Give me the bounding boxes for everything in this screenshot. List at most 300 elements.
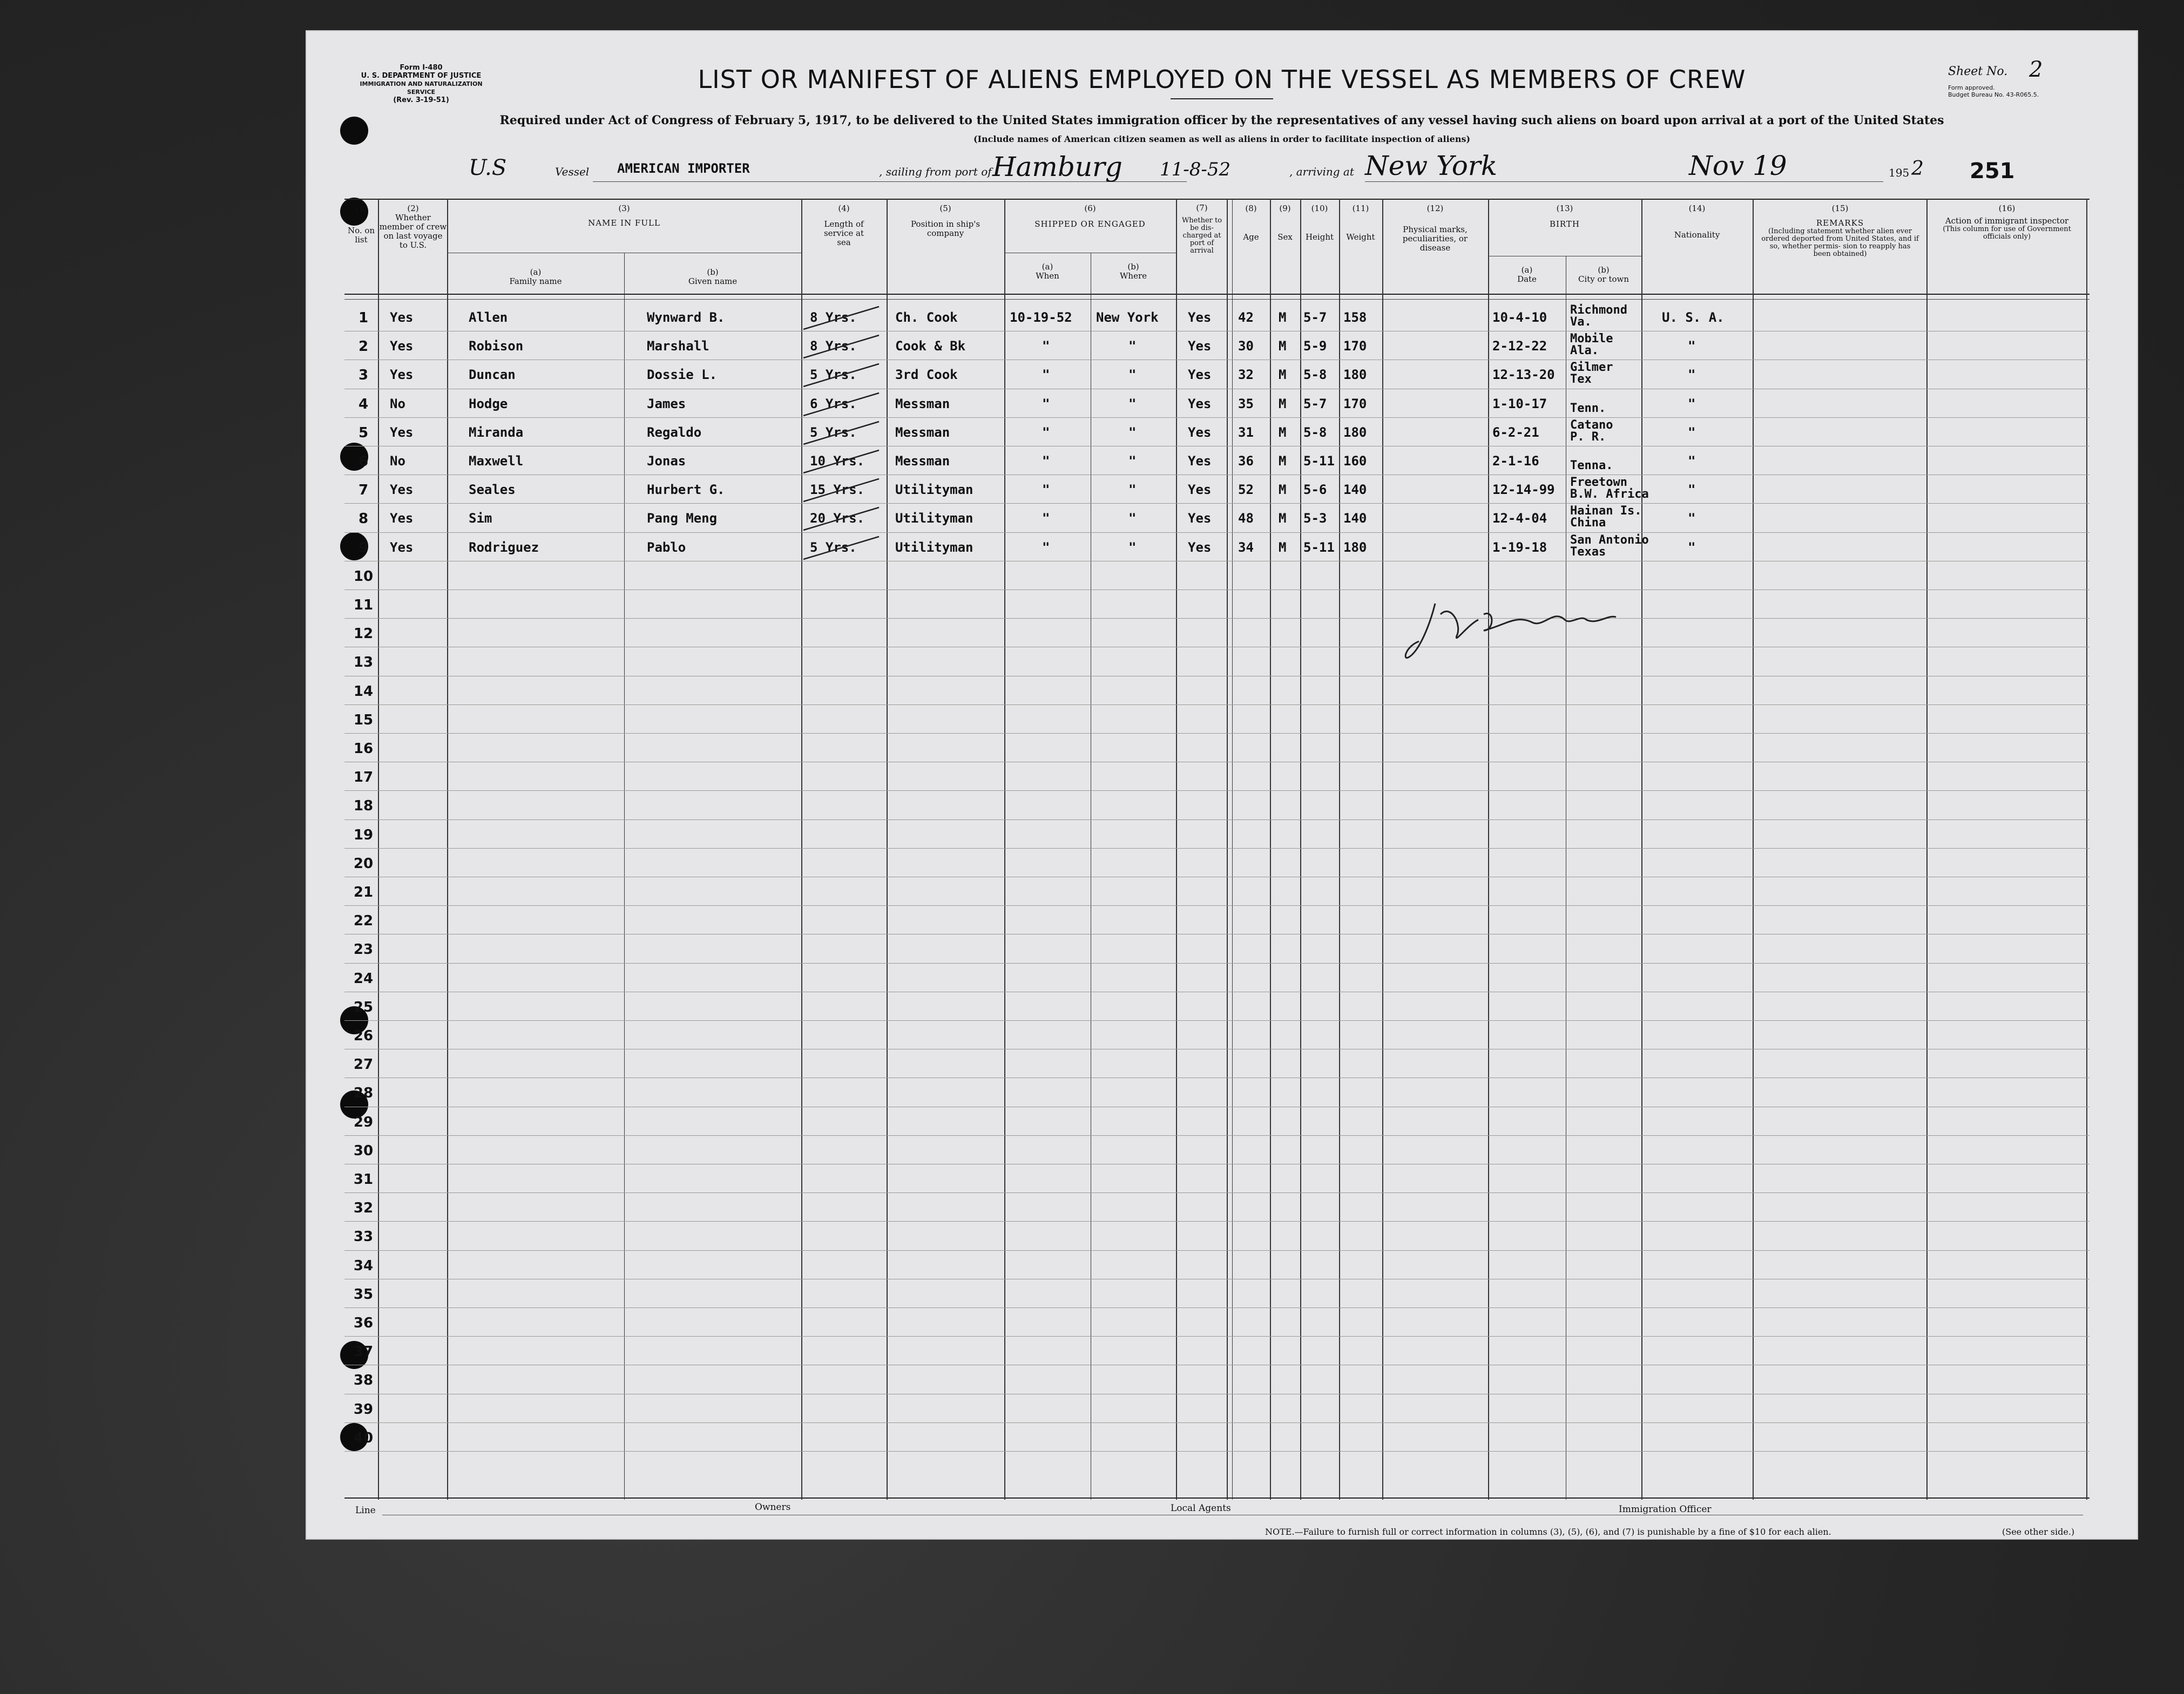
row-number: 7 [358,482,369,499]
table-header-double-rule [344,299,2090,300]
sheet-label: Sheet No. [1948,65,2008,78]
row-rule [344,848,2090,849]
col6b-label: Where [1119,271,1147,281]
service-length-cell: 5 Yrs. [810,539,857,555]
discharge-cell: Yes [1188,424,1212,440]
footer-line-label: Line [355,1505,376,1516]
row-rule [344,1422,2090,1423]
row-number: 32 [353,1200,374,1217]
col6a-header [1004,262,1091,281]
position-cell: Messman [895,396,950,411]
sex-cell: M [1279,367,1287,383]
col13b-label: City or town [1578,274,1629,284]
given-name-cell: Dossie L. [647,367,718,383]
height-cell: 5-9 [1303,338,1327,354]
row-number: 14 [353,683,374,700]
row-number: 6 [358,453,369,470]
page-title: LIST OR MANIFEST OF ALIENS EMPLOYED ON THE VESSEL AS MEMBERS OF CREW [698,65,1746,94]
last-voyage-cell: No [390,453,405,469]
age-cell: 32 [1238,367,1254,383]
table-top-border [344,199,2090,200]
row-rule [344,1250,2090,1251]
service-strikethrough-mark [798,446,895,478]
sex-cell: M [1279,396,1287,411]
shipped-where-cell: " [1128,396,1137,411]
col13a-label: Date [1517,274,1537,284]
row-number: 18 [353,798,374,815]
table-row [344,503,2090,532]
col15-number: (15) [1831,204,1849,213]
shipped-when-cell: " [1042,453,1050,469]
height-cell: 5-3 [1303,511,1327,526]
row-number: 5 [358,424,369,441]
row-rule [344,704,2090,705]
col14-number: (14) [1688,204,1706,213]
discharge-cell: Yes [1188,482,1212,498]
col8-number: (8) [1245,204,1257,213]
row-number: 4 [358,396,369,412]
age-cell: 36 [1238,453,1254,469]
revision: (Rev. 3-19-51) [393,96,449,104]
col2-header [379,204,447,250]
birth-city-line1: Hainan Is. [1570,504,1642,518]
row-number: 10 [353,568,374,585]
col6b-header [1091,262,1176,281]
shipped-where-cell: " [1128,482,1137,498]
service: IMMIGRATION AND NATURALIZATION SERVICE [360,80,483,96]
weight-cell: 140 [1343,511,1367,526]
birth-city-line2: Tex [1570,372,1592,387]
col13b-header [1566,266,1641,284]
shipped-where-cell: New York [1096,310,1159,325]
last-voyage-cell: Yes [390,338,414,354]
col11-label: Weight [1346,232,1375,242]
year-prefix: 195 [1889,166,1910,179]
service-length-cell: 15 Yrs. [810,482,865,498]
age-cell: 35 [1238,396,1254,411]
birth-city-line1: Richmond [1570,303,1627,317]
form-number: Form I-480 [400,64,443,72]
col16-header [1928,204,2086,241]
last-voyage-cell: Yes [390,482,414,498]
service-length-cell: 8 Yrs. [810,338,857,354]
row-number: 31 [353,1171,374,1188]
table-row [344,475,2090,503]
discharge-cell: Yes [1188,511,1212,526]
col1-label: No. on list [347,226,375,245]
table-header-bottom-border [344,294,2090,295]
birth-city-line2: Tenn. [1570,401,1606,415]
last-voyage-cell: Yes [390,310,414,325]
col10-number: (10) [1311,204,1328,213]
row-rule [344,1307,2090,1308]
form-approved-text: Form approved. [1948,84,1995,91]
col8-label: Age [1243,232,1259,242]
arriving-port: New York [1365,150,1497,181]
family-name-cell: Sim [469,511,492,526]
birth-date-cell: 2-1-16 [1492,453,1539,469]
row-number: 12 [353,626,374,642]
birth-city-line1: San Antonio [1570,533,1649,547]
table-row [344,360,2090,388]
table-row [344,446,2090,475]
birth-city-line1: Catano [1570,418,1613,432]
col9-number: (9) [1279,204,1291,213]
shipped-when-cell: " [1042,338,1050,354]
footer-note: NOTE.—Failure to furnish full or correct information in columns (3), (5), (6), and (7) is punishable by a fine of $10 for each alien. [1265,1527,1831,1537]
col1-header [344,205,378,245]
birth-date-cell: 2-12-22 [1492,338,1547,354]
service-length-cell: 8 Yrs. [810,310,857,325]
shipped-where-cell: " [1128,367,1137,383]
position-cell: Utilityman [895,482,973,498]
nationality-cell: " [1688,511,1696,526]
birth-city-cell [1570,505,1641,529]
col10-label: Height [1305,232,1334,242]
row-number: 33 [353,1229,374,1245]
col3b-header [624,268,801,286]
col11-number: (11) [1352,204,1369,213]
nationality-cell: " [1688,482,1696,498]
row-number: 20 [353,855,374,872]
col4-header [801,204,887,247]
given-name-cell: Pang Meng [647,511,718,526]
row-rule [344,1020,2090,1021]
col14-label: Nationality [1674,230,1720,240]
col13-header [1488,204,1641,229]
birth-city-line2: B.W. Africa [1570,487,1649,502]
discharge-cell: Yes [1188,338,1212,354]
discharge-cell: Yes [1188,367,1212,383]
birth-date-cell: 1-10-17 [1492,396,1547,411]
row-number: 25 [353,999,374,1015]
discharge-cell: Yes [1188,539,1212,555]
shipped-when-cell: " [1042,511,1050,526]
col3a-label: Family name [509,276,562,286]
sheet-number: 2 [2029,57,2043,82]
col3-header [447,204,801,228]
col9-label: Sex [1277,232,1293,242]
col4-number: (4) [838,204,850,213]
nationality-cell: U. S. A. [1662,310,1725,325]
footer-see-other-side: (See other side.) [2002,1527,2075,1537]
row-number: 1 [358,310,369,326]
nationality-cell: " [1688,338,1696,354]
row-number: 37 [353,1344,374,1360]
age-cell: 31 [1238,424,1254,440]
row-rule [344,1221,2090,1222]
shipped-where-cell: " [1128,511,1137,526]
row-number: 39 [353,1401,374,1418]
table-row [344,331,2090,360]
discharge-cell: Yes [1188,453,1212,469]
row-number: 28 [353,1085,374,1102]
height-cell: 5-6 [1303,482,1327,498]
shipped-when-cell: " [1042,367,1050,383]
birth-city-cell [1570,391,1606,415]
last-voyage-cell: No [390,396,405,411]
shipped-where-cell: " [1128,424,1137,440]
row-number: 30 [353,1142,374,1159]
col11-header [1339,204,1382,242]
service-length-cell: 5 Yrs. [810,367,857,383]
col2-label: Whether member of crew on last voyage to U.S. [379,213,447,250]
birth-date-cell: 1-19-18 [1492,539,1547,555]
row-rule [344,618,2090,619]
row-rule [344,963,2090,964]
service-length-cell: 5 Yrs. [810,424,857,440]
col1-number: (1) [355,205,367,214]
row-number: 21 [353,884,374,900]
position-cell: Utilityman [895,511,973,526]
birth-city-line1 [1570,391,1606,403]
row-rule [344,790,2090,791]
position-cell: Cook & Bk [895,338,966,354]
arriving-label: , arriving at [1289,165,1354,178]
birth-date-cell: 12-14-99 [1492,482,1555,498]
given-name-cell: Wynward B. [647,310,725,325]
weight-cell: 180 [1343,539,1367,555]
table-row [344,389,2090,417]
nationality-cell: " [1688,367,1696,383]
col7-header [1177,204,1227,255]
row-rule [344,1336,2090,1337]
footer-owners-label: Owners [755,1502,791,1513]
col13-number: (13) [1556,204,1573,213]
col9-header [1270,204,1300,242]
shipped-when-cell: " [1042,539,1050,555]
vessel-line [307,150,2137,191]
row-number: 36 [353,1315,374,1331]
birth-date-cell: 10-4-10 [1492,310,1547,325]
birth-date-cell: 6-2-21 [1492,424,1539,440]
col16-note: (This column for use of Government officials only) [1943,225,2071,241]
birth-city-cell [1570,477,1649,500]
manifest-sheet [307,31,2137,1539]
service-strikethrough-mark [798,475,895,507]
row-number: 23 [353,941,374,958]
col13a-number: (a) [1521,265,1533,275]
col14-header [1641,204,1753,240]
service-length-cell: 10 Yrs. [810,453,865,469]
service-length-cell: 20 Yrs. [810,511,865,526]
col10-header [1300,204,1339,242]
sailing-port: Hamburg [992,151,1123,182]
discharge-cell: Yes [1188,396,1212,411]
stamp-number: 251 [1970,159,2015,184]
family-name-cell: Allen [469,310,508,325]
age-cell: 42 [1238,310,1254,325]
row-number: 15 [353,712,374,728]
service-length-cell: 6 Yrs. [810,396,857,411]
col12-label: Physical marks, peculiarities, or disease [1402,225,1468,253]
position-cell: 3rd Cook [895,367,958,383]
birth-date-cell: 12-4-04 [1492,511,1547,526]
row-number: 2 [358,338,369,355]
col6a-label: When [1036,271,1059,281]
row-rule [344,1451,2090,1452]
position-cell: Ch. Cook [895,310,958,325]
height-cell: 5-11 [1303,539,1335,555]
position-cell: Messman [895,453,950,469]
col13a-header [1488,266,1566,284]
birth-city-cell [1570,448,1613,472]
service-strikethrough-mark [798,331,895,363]
birth-city-line2: Texas [1570,545,1606,559]
row-number: 9 [358,539,369,556]
row-number: 11 [353,597,374,613]
col6-number: (6) [1084,204,1096,213]
birth-city-cell [1570,362,1613,385]
row-rule [344,819,2090,820]
given-name-cell: Pablo [647,539,686,555]
row-rule [344,1192,2090,1193]
arrival-date: Nov 19 [1689,150,1787,181]
form-approval [1948,84,2039,98]
row-number: 16 [353,741,374,757]
col3b-number: (b) [707,267,719,277]
row-number: 29 [353,1114,374,1130]
given-name-cell: Regaldo [647,424,702,440]
birth-city-cell [1570,419,1613,443]
last-voyage-cell: Yes [390,511,414,526]
inspector-signature [1403,593,1651,668]
footer-local-agents-label: Local Agents [1171,1503,1231,1514]
col6b-number: (b) [1127,262,1139,272]
table-row [344,417,2090,446]
col15-label: REMARKS [1816,218,1864,228]
sex-cell: M [1279,453,1287,469]
col4-label: Length of service at sea [823,219,864,247]
service-strikethrough-mark [798,417,895,450]
family-name-cell: Seales [469,482,516,498]
crew-table [344,199,2090,1500]
row-number: 8 [358,511,369,527]
col3a-number: (a) [530,267,542,277]
family-name-cell: Hodge [469,396,508,411]
birth-city-line1: Freetown [1570,476,1627,490]
birth-city-line2: P. R. [1570,430,1606,444]
row-number: 17 [353,769,374,786]
include-note: (Include names of American citizen seamen as well as aliens in order to facilitate inspection of aliens) [973,134,1471,144]
service-strikethrough-mark [798,503,895,536]
vessel-label: Vessel [555,165,590,178]
birth-city-line2: Tenna. [1570,459,1613,472]
position-cell: Utilityman [895,539,973,555]
given-name-cell: Marshall [647,338,709,354]
col3-label: NAME IN FULL [588,218,660,228]
table-row [344,532,2090,561]
birth-city-line2: Ala. [1570,344,1599,358]
signature-text: J. A. Boland [1478,656,1523,665]
last-voyage-cell: Yes [390,367,414,383]
col13-label: BIRTH [1549,219,1580,229]
service-strikethrough-mark [798,302,895,335]
birth-city-line1: Mobile [1570,332,1613,346]
family-name-cell: Robison [469,338,524,354]
shipped-where-cell: " [1128,539,1137,555]
row-number: 24 [353,970,374,987]
given-name-cell: Hurbert G. [647,482,725,498]
col5-label: Position in ship's company [910,219,981,238]
year-suffix: 2 [1911,158,1924,180]
shipped-when-cell: " [1042,424,1050,440]
age-cell: 52 [1238,482,1254,498]
col12-header [1382,204,1488,253]
table-row [344,302,2090,331]
sex-cell: M [1279,539,1287,555]
shipped-when-cell: " [1042,396,1050,411]
row-number: 35 [353,1286,374,1303]
col8-header [1232,204,1270,242]
col2-number: (2) [407,204,419,213]
sex-cell: M [1279,482,1287,498]
weight-cell: 160 [1343,453,1367,469]
col6-label: SHIPPED OR ENGAGED [1034,219,1146,229]
birth-city-line2: Va. [1570,315,1592,329]
table-bottom-border [344,1498,2090,1499]
service-strikethrough-mark [798,360,895,392]
row-number: 22 [353,913,374,930]
row-number: 19 [353,826,374,843]
row-number: 40 [353,1429,374,1446]
birth-city-cell [1570,333,1613,357]
given-name-cell: Jonas [647,453,686,469]
birth-city-cell [1570,534,1649,558]
nationality-cell: " [1688,453,1696,469]
col16-number: (16) [1998,204,2016,213]
vessel-name: AMERICAN IMPORTER [617,161,750,176]
weight-cell: 180 [1343,424,1367,440]
sex-cell: M [1279,511,1287,526]
shipped-where-cell: " [1128,453,1137,469]
sex-cell: M [1279,338,1287,354]
col5-header [887,204,1004,238]
birth-date-cell: 12-13-20 [1492,367,1555,383]
col15-note: (Including statement whether alien ever ordered deported from United States, and if so, whether permis- sion to reapply has been obtained) [1761,227,1919,258]
service-strikethrough-mark [798,389,895,421]
height-cell: 5-7 [1303,396,1327,411]
arriving-underline [1365,181,1883,182]
given-name-cell: James [647,396,686,411]
family-name-cell: Miranda [469,424,524,440]
last-voyage-cell: Yes [390,539,414,555]
col13b-number: (b) [1598,265,1610,275]
sailing-date: 11-8-52 [1160,159,1231,180]
sex-cell: M [1279,310,1287,325]
budget-bureau-text: Budget Bureau No. 43-R065.5. [1948,91,2039,98]
sailing-label: , sailing from port of [879,165,992,178]
last-voyage-cell: Yes [390,424,414,440]
col7-number: (7) [1196,203,1208,213]
weight-cell: 158 [1343,310,1367,325]
sex-cell: M [1279,424,1287,440]
height-cell: 5-8 [1303,424,1327,440]
col5-number: (5) [939,204,951,213]
nationality-cell: " [1688,539,1696,555]
age-cell: 30 [1238,338,1254,354]
age-cell: 48 [1238,511,1254,526]
col6-header [1004,204,1176,229]
requirement-text: Required under Act of Congress of February 5, 1917, to be delivered to the United States immigration officer by the representatives of any vessel having such aliens on board upon arrival at a port of the United States [499,113,1944,127]
shipped-where-cell: " [1128,338,1137,354]
birth-city-line1: Gilmer [1570,361,1613,375]
row-number: 38 [353,1372,374,1389]
title-underline [1171,98,1273,99]
row-number: 26 [353,1028,374,1044]
family-name-cell: Rodriguez [469,539,539,555]
row-rule [344,905,2090,906]
